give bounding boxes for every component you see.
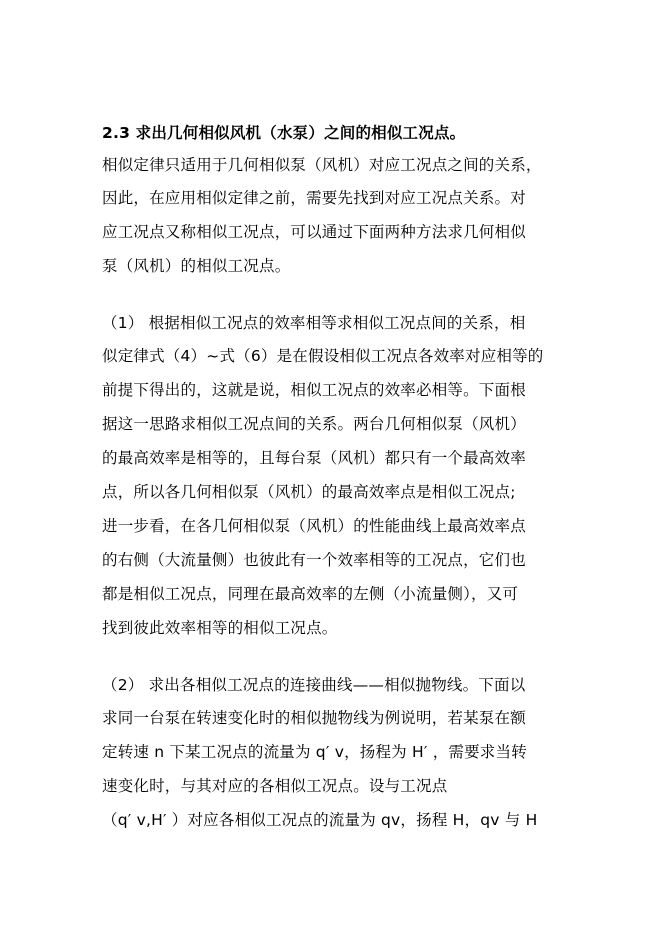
paragraph-1-line: 泵（风机）的相似工况点。 [102,257,291,275]
paragraph-2-line: 找到彼此效率相等的相似工况点。 [102,619,338,637]
paragraph-3-line: 定转速 n 下某工况点的流量为 q′ v，扬程为 H′ ，需要求当转 [102,743,527,761]
paragraph-1-line: 应工况点又称相似工况点，可以通过下面两种方法求几何相似 [102,223,526,241]
paragraph-2-line: 前提下得出的，这就是说，相似工况点的效率必相等。下面根 [102,381,526,399]
paragraph-2-line: 点，所以各几何相似泵（风机）的最高效率点是相似工况点; [102,483,516,501]
paragraph-2-line: 进一步看，在各几何相似泵（风机）的性能曲线上最高效率点 [102,517,526,535]
paragraph-2-line: 都是相似工况点，同理在最高效率的左侧（小流量侧），又可 [102,585,519,603]
section-heading: 2.3 求出几何相似风机（水泵）之间的相似工况点。 [102,124,466,142]
paragraph-3-line: （2） 求出各相似工况点的连接曲线——相似抛物线。下面以 [102,676,526,694]
paragraph-2-line: 的最高效率是相等的，且每台泵（风机）都只有一个最高效率 [102,449,526,467]
paragraph-3-line: （q′ v,H′ ）对应各相似工况点的流量为 qv，扬程 H，qv 与 H [102,811,538,829]
paragraph-1-line: 因此，在应用相似定律之前，需要先找到对应工况点关系。对 [102,189,526,207]
paragraph-3-line: 速变化时，与其对应的各相似工况点。设与工况点 [102,777,448,795]
paragraph-2-line: 似定律式（4）~式（6）是在假设相似工况点各效率对应相等的 [102,347,544,365]
paragraph-2-line: 的右侧（大流量侧）也彼此有一个效率相等的工况点，它们也 [102,551,526,569]
paragraph-3-line: 求同一台泵在转速变化时的相似抛物线为例说明，若某泵在额 [102,709,526,727]
paragraph-2-line: （1） 根据相似工况点的效率相等求相似工况点间的关系，相 [102,314,526,332]
paragraph-1-line: 相似定律只适用于几何相似泵（风机）对应工况点之间的关系， [102,156,542,174]
paragraph-2-line: 据这一思路求相似工况点间的关系。两台几何相似泵（风机） [102,415,526,433]
